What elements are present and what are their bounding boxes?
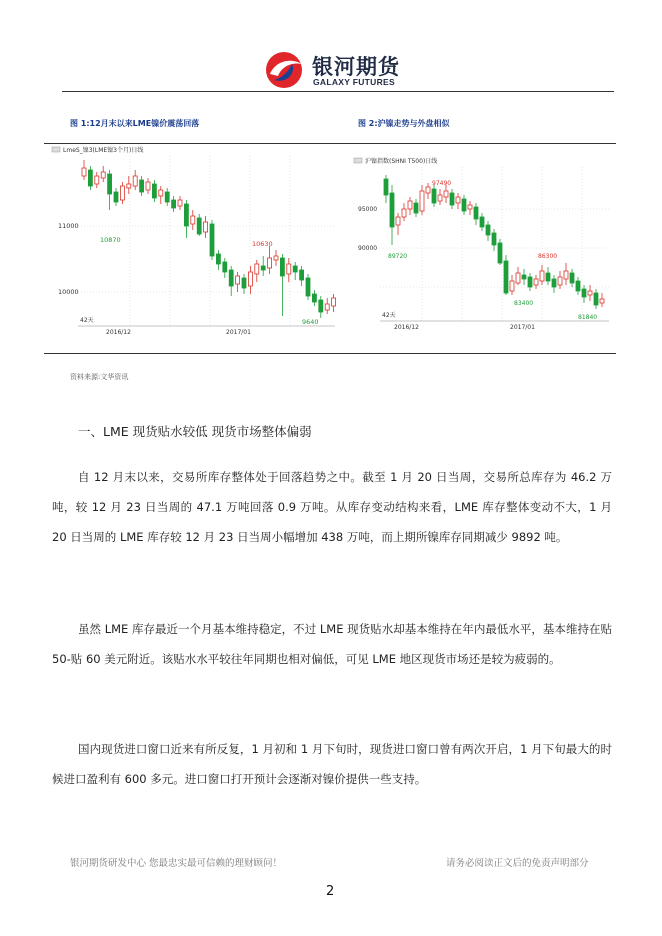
candle-body bbox=[522, 275, 526, 279]
figure-2-annotation-1: 97490 bbox=[432, 180, 452, 187]
candle-body bbox=[438, 195, 442, 201]
source-note: 资料来源:文华资讯 bbox=[70, 373, 129, 381]
candle-body bbox=[546, 273, 550, 281]
candle-body bbox=[319, 300, 323, 312]
candle-body bbox=[133, 176, 137, 186]
candle-body bbox=[588, 291, 592, 295]
paragraph-3-text: 国内现货进口窗口近来有所反复，1 月初和 1 月下旬时，现货进口窗口曾有两次开启，1 月下旬最大的时候进口盈利有 600 多元。进口窗口打开预计会逐渐对镍价提供一些支持。 bbox=[52, 742, 612, 786]
candle-body bbox=[287, 264, 291, 274]
figure-top-rule bbox=[44, 143, 616, 144]
paragraph-1-text: 自 12 月末以来，交易所库存整体处于回落趋势之中。截至 1 月 20 日当周，交易所总库存为 46.2 万吨，较 12 月 23 日当周的 47.1 万吨回落 0.9 万吨。从库存变动结构来看，LME 库存整体变动不大，1 月 20 日当周的 LME 库存较 12 月 23 日当周小幅增加 438 万吨，而上期所镍库存同期减少 9892 吨。 bbox=[52, 470, 612, 544]
candle-body bbox=[255, 264, 259, 274]
figure-1-xtick-2: 2017/01 bbox=[226, 329, 251, 336]
paragraph-2 bbox=[52, 614, 612, 674]
candle-body bbox=[325, 304, 329, 310]
candle-body bbox=[552, 279, 556, 287]
candle-body bbox=[223, 262, 227, 272]
figure-1-period-label: 42天 bbox=[80, 317, 94, 324]
brand-name-en: GALAXY FUTURES bbox=[313, 77, 395, 87]
candle-body bbox=[456, 197, 460, 203]
candle-body bbox=[450, 193, 454, 205]
candle-body bbox=[426, 187, 430, 193]
header-logo bbox=[262, 50, 422, 90]
candle-body bbox=[191, 216, 195, 224]
section-heading: 一、LME 现货贴水较低 现货市场整体偏弱 bbox=[78, 424, 312, 439]
figure-2-caption: 图 2:沪镍走势与外盘相似 bbox=[358, 119, 450, 128]
candle-body bbox=[540, 271, 544, 281]
candle-body bbox=[236, 276, 240, 284]
figure-2-period-label: 42天 bbox=[382, 312, 396, 319]
candle-body bbox=[306, 278, 310, 296]
candle-body bbox=[140, 180, 144, 192]
candle-body bbox=[390, 193, 394, 227]
figure-1-xtick-1: 2016/12 bbox=[106, 329, 131, 336]
candle-body bbox=[268, 258, 272, 268]
candle-body bbox=[576, 281, 580, 291]
candle-body bbox=[146, 182, 150, 190]
figure-1-ytick-2: 10000 bbox=[58, 288, 79, 296]
figure-2-xtick-1: 2016/12 bbox=[394, 324, 419, 331]
figure-1-ytick-1: 11000 bbox=[58, 222, 79, 230]
figure-2-panel-title: 沪镍指数(SHNI T500)日线 bbox=[365, 158, 438, 165]
candle-body bbox=[216, 254, 220, 264]
figure-2-annotation-3: 86300 bbox=[538, 253, 558, 260]
candle-body bbox=[210, 224, 214, 256]
candle-body bbox=[197, 218, 201, 234]
candle-body bbox=[396, 217, 400, 225]
candle-body bbox=[82, 168, 86, 176]
candle-body bbox=[312, 294, 316, 302]
candle-body bbox=[492, 233, 496, 245]
figure-1-candlestick-chart bbox=[50, 146, 338, 336]
page-number: 2 bbox=[326, 884, 335, 899]
figure-bottom-rule bbox=[44, 353, 616, 354]
candle-body bbox=[127, 184, 131, 188]
candle-body bbox=[101, 172, 105, 178]
candle-body bbox=[444, 191, 448, 197]
candle-body bbox=[600, 299, 604, 303]
candle-body bbox=[114, 192, 118, 202]
figure-2-annotation-2: 89720 bbox=[388, 253, 408, 260]
figure-2-candlestick-chart bbox=[352, 155, 612, 333]
candle-body bbox=[274, 256, 278, 260]
candle-body bbox=[88, 170, 92, 186]
figure-1-annotation-3: 9640 bbox=[302, 318, 319, 326]
paragraph-3 bbox=[52, 734, 612, 794]
figure-2-annotation-5: 81840 bbox=[578, 314, 598, 321]
candle-body bbox=[184, 204, 188, 226]
header-rule bbox=[62, 91, 614, 92]
figure-1-caption: 图 1:12月末以来LME镍价震荡回落 bbox=[70, 119, 200, 128]
figure-1-panel-title: LmeS_镍3(LME镍3个月)日线 bbox=[63, 147, 144, 154]
figure-2-chart bbox=[352, 155, 612, 333]
candle-body bbox=[120, 186, 124, 200]
candle-body bbox=[432, 189, 436, 203]
candle-body bbox=[159, 190, 163, 196]
candle-body bbox=[558, 277, 562, 285]
paragraph-1 bbox=[52, 462, 612, 552]
candle-body bbox=[204, 222, 208, 232]
candle-body bbox=[229, 270, 233, 286]
candle-body bbox=[248, 272, 252, 286]
candle-body bbox=[582, 289, 586, 297]
candle-body bbox=[95, 176, 99, 184]
candle-body bbox=[498, 243, 502, 263]
candle-body bbox=[261, 266, 265, 270]
candle-body bbox=[516, 273, 520, 283]
figure-1-annotation-1: 10870 bbox=[100, 236, 121, 244]
candle-body bbox=[486, 225, 490, 235]
candle-body bbox=[462, 199, 466, 211]
candle-body bbox=[564, 271, 568, 279]
candle-body bbox=[384, 179, 388, 195]
figure-1-chart bbox=[50, 146, 338, 336]
brand-name-cn: 银河期货 bbox=[312, 55, 400, 79]
candle-body bbox=[402, 209, 406, 217]
candle-body bbox=[528, 277, 532, 287]
candle-body bbox=[510, 281, 514, 291]
figure-2-ytick-2: 90000 bbox=[358, 245, 378, 252]
candle-body bbox=[474, 207, 478, 219]
candle-body bbox=[152, 184, 156, 198]
candle-body bbox=[293, 266, 297, 272]
candle-body bbox=[280, 258, 284, 276]
candle-body bbox=[468, 205, 472, 209]
candle-body bbox=[534, 279, 538, 285]
candle-body bbox=[570, 273, 574, 283]
candle-body bbox=[300, 270, 304, 280]
footer-right-text: 请务必阅读正文后的免责声明部分 bbox=[446, 858, 589, 869]
candle-body bbox=[165, 192, 169, 202]
candle-body bbox=[414, 203, 418, 213]
candle-body bbox=[108, 174, 112, 194]
candle-body bbox=[172, 200, 176, 208]
figure-2-xtick-2: 2017/01 bbox=[510, 324, 535, 331]
candle-body bbox=[594, 293, 598, 305]
figure-2-annotation-4: 83400 bbox=[514, 300, 534, 307]
paragraph-2-text: 虽然 LME 库存最近一个月基本维持稳定，不过 LME 现货贴水却基本维持在年内最低水平，基本维持在贴 50-贴 60 美元附近。该贴水水平较往年同期也相对偏低，可见 LME 地区现货市场还是较为疲弱的。 bbox=[52, 622, 612, 666]
candle-body bbox=[332, 298, 336, 306]
candle-body bbox=[420, 191, 424, 211]
figure-2-ytick-1: 95000 bbox=[358, 206, 378, 213]
candle-body bbox=[480, 217, 484, 227]
figure-1-annotation-2: 10630 bbox=[252, 240, 273, 248]
candle-body bbox=[504, 261, 508, 293]
footer-left-text: 银河期货研发中心 您最忠实最可信赖的理财顾问！ bbox=[70, 858, 283, 869]
candle-body bbox=[178, 200, 182, 206]
candle-body bbox=[408, 201, 412, 209]
candle-body bbox=[242, 278, 246, 288]
galaxy-logo-icon bbox=[262, 50, 306, 90]
